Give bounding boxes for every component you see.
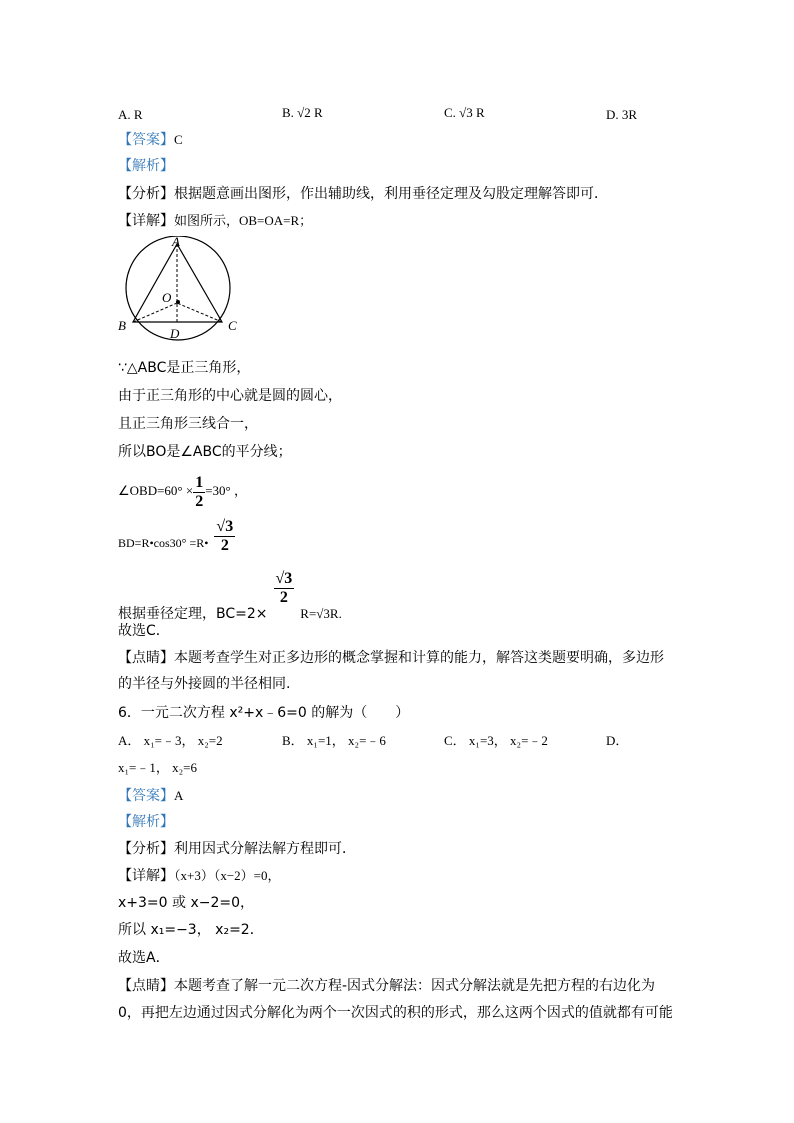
fenxi-tag: 【分析】 (118, 186, 174, 202)
xiangjie-tag: 【详解】 (118, 868, 174, 884)
label-a: A (172, 236, 180, 249)
q5-option-c (444, 104, 485, 122)
q6-option-c: C． x₁=3， x₂=﹣2 (444, 733, 548, 748)
numerator: √3 (216, 517, 234, 535)
q5-option-a (118, 106, 143, 124)
label-o: O (162, 290, 172, 305)
q6-dianjing (118, 977, 655, 995)
q5-answer (118, 131, 183, 149)
opt-label: B. (282, 105, 294, 120)
q5-dianjing-cont: 的半径与外接圆的半径相同. (118, 676, 291, 692)
opt-text: 3R (621, 107, 638, 122)
label-c: C (228, 318, 237, 333)
answer-value: C (174, 132, 183, 147)
fraction (214, 518, 235, 555)
circle (126, 236, 230, 340)
q6-option-b: B． x₁=1， x₂=﹣6 (282, 733, 386, 748)
fenxi-text: 根据题意画出图形，作出辅助线，利用垂径定理及勾股定理解答即可． (174, 186, 608, 202)
fraction (274, 570, 295, 607)
xiangjie-text: （x+3）（x−2）=0， (174, 868, 281, 883)
numerator: √3 (275, 570, 293, 587)
q6-xiangjie (118, 867, 281, 885)
dianjing-text: 本题考查学生对正多边形的概念掌握和计算的能力，解答这类题要明确，多边形 (174, 650, 664, 666)
answer-tag: 【答案】 (118, 788, 174, 804)
dianjing-tag: 【点睛】 (118, 650, 174, 666)
q6-line-2: 所以 x₁=−3， x₂=2． (118, 922, 264, 938)
q5-xiangjie (118, 212, 312, 230)
fenxi-tag: 【分析】 (118, 841, 174, 857)
expr: =30° ， (205, 483, 247, 498)
q5-analysis-tag: 【解析】 (118, 158, 174, 174)
circle-triangle-diagram (116, 236, 246, 344)
label-b: B (118, 318, 126, 333)
q5-line-3: 且正三角形三线合一， (118, 416, 258, 432)
bo-line (133, 303, 177, 322)
denominator: 2 (279, 589, 288, 606)
q6-option-d: D． (606, 733, 629, 748)
q5-angle-line (118, 470, 247, 512)
opt-label: C. (444, 105, 456, 120)
denominator: 2 (220, 536, 229, 554)
fraction (193, 474, 205, 511)
q5-bd-line (118, 514, 235, 564)
q5-dianjing (118, 649, 664, 667)
expr: R=√3R. (300, 606, 342, 621)
q6-dianjing-cont: 0，再把左边通过因式分解化为两个一次因式的积的形式，那么这两个因式的值就都有可能 (118, 1005, 673, 1021)
expr: ∠OBD=60° × (118, 483, 194, 498)
opt-text: √2 R (297, 105, 323, 120)
q5-line-4: 所以BO是∠ABC的平分线； (118, 444, 292, 460)
q6-line-1: x+3=0 或 x−2=0， (118, 895, 255, 911)
q5-fenxi (118, 185, 608, 203)
answer-tag: 【答案】 (118, 132, 174, 148)
q5-line-2: 由于正三角形的中心就是圆的圆心， (118, 388, 342, 404)
q6-fenxi (118, 840, 356, 858)
center-point (176, 300, 180, 304)
opt-label: A. (118, 107, 131, 122)
xiangjie-tag: 【详解】 (118, 213, 174, 229)
q6-line-3: 故选A． (118, 950, 170, 966)
dianjing-text: 本题考查了解一元二次方程-因式分解法：因式分解法就是先把方程的右边化为 (174, 978, 656, 994)
xiangjie-text: 如图所示，OB=OA=R； (174, 213, 313, 228)
q6-option-d-cont: x₁=﹣1， x₂=6 (118, 760, 197, 775)
q6-option-a: A． x₁=﹣3， x₂=2 (118, 733, 223, 748)
q5-conclusion: 故选C． (118, 623, 170, 639)
co-line (177, 303, 222, 322)
opt-text: R (133, 107, 143, 122)
q5-option-b (282, 104, 323, 122)
expr: BD=R•cos30° =R• (118, 536, 209, 550)
q5-option-d (606, 106, 637, 124)
q6-analysis-tag: 【解析】 (118, 814, 174, 830)
denominator: 2 (195, 492, 204, 510)
fenxi-text: 利用因式分解法解方程即可． (174, 841, 356, 857)
dianjing-tag: 【点睛】 (118, 978, 174, 994)
opt-label: D. (606, 107, 619, 122)
label-d: D (170, 326, 180, 341)
numerator: 1 (195, 473, 204, 491)
q6-stem: 6．一元二次方程 x²+x﹣6=0 的解为（ ） (118, 705, 410, 721)
answer-value: A (174, 788, 184, 803)
q5-line-1: ∵△ABC是正三角形， (118, 360, 251, 376)
expr: 根据垂径定理，BC=2× (118, 606, 268, 622)
q6-answer (118, 787, 183, 805)
opt-text: √3 R (459, 105, 485, 120)
